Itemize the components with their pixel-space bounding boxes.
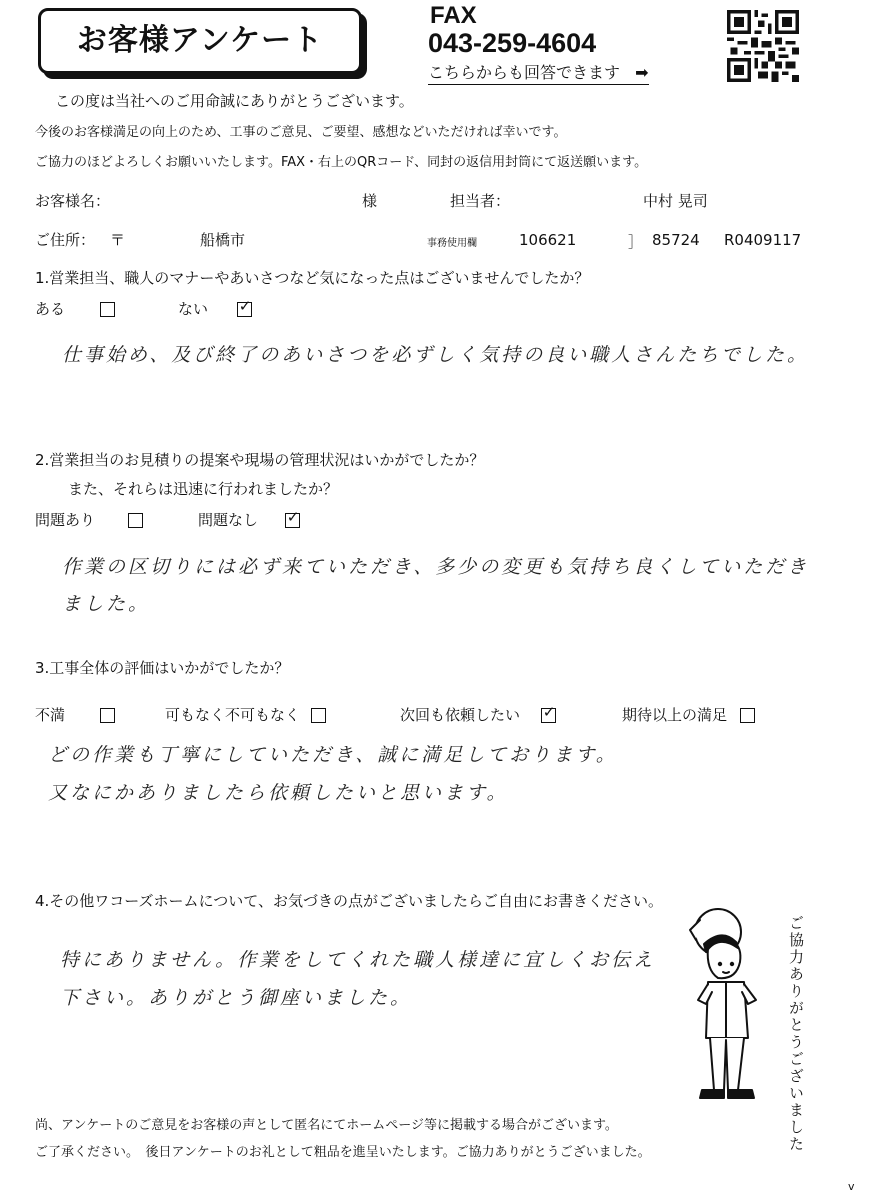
q1-option-2-label: ない [178,300,209,318]
q3-option-2-label: 可もなく不可もなく [165,706,301,724]
address-label: ご住所： [35,231,96,249]
q3-answer-line-1: どの作業も丁寧にしていただき、誠に満足しております。 [48,744,618,766]
q2-option-1[interactable] [35,509,143,530]
q3-answer-line-2: 又なにかありましたら依頼したいと思います。 [48,782,509,804]
bowing-boy-illustration [678,900,778,1110]
postal-mark: 〒 [110,231,126,249]
footer-line-2: ご了承ください。 後日アンケートのお礼として粗品を進呈いたします。ご協力ありがとうございました。 [35,1145,651,1160]
q1-question: 1.営業担当、職人のマナーやあいさつなど気になった点はございませんでしたか？ [35,269,590,287]
office-use-label: 事務使用欄 [427,238,477,249]
q2-answer-line-2: ました。 [62,593,151,615]
q3-option-1[interactable] [35,704,115,725]
q1-option-1-label: ある [35,300,66,318]
q3-option-3[interactable] [400,704,556,725]
q3-option-1-label: 不満 [35,706,66,724]
address-city: 船橋市 [200,231,246,249]
q1-answer: 仕事始め、及び終了のあいさつを必ずしく気持の良い職人さんたちでした。 [62,344,810,366]
q2-question: 2.営業担当のお見積りの提案や現場の管理状況はいかがでしたか？ [35,451,485,469]
q3-option-4-checkbox[interactable] [740,708,755,723]
q3-option-2-checkbox[interactable] [311,708,326,723]
q2-option-2-checkbox[interactable] [285,513,300,528]
q3-option-2[interactable] [165,704,326,725]
fax-number: 043-259-4604 [428,28,597,58]
q2-option-2[interactable] [198,509,300,530]
customer-name-label: お客様名： [35,192,111,210]
title-box [38,8,362,74]
arrow-right-icon: ➡ [635,63,649,82]
office-code-3: R0409117 [724,231,802,249]
qr-code-icon[interactable] [727,10,799,82]
corner-mark: v [848,1180,855,1193]
q3-question: 3.工事全体の評価はいかがでしたか？ [35,659,290,677]
q2-option-1-checkbox[interactable] [128,513,143,528]
side-thanks: ご協力ありがとうございました [787,915,805,1153]
qr-note [428,60,649,85]
page-title: お客様アンケート [76,23,324,58]
q3-option-3-checkbox[interactable] [541,708,556,723]
q4-answer-line-1: 特にありません。作業をしてくれた職人様達に宜しくお伝え [60,949,656,971]
office-bracket: ］ [628,233,644,251]
qr-note-text: こちらからも回答できます [428,63,621,82]
staff-name: 中村 晃司 [643,192,708,210]
q2-option-1-label: 問題あり [35,511,96,529]
intro-line-2: 今後のお客様満足の向上のため、工事のご意見、ご要望、感想などいただければ幸いです。 [35,125,567,140]
q3-option-1-checkbox[interactable] [100,708,115,723]
q2-answer-line-1: 作業の区切りには必ず来ていただき、多少の変更も気持ち良くしていただき [62,556,810,578]
staff-label: 担当者： [450,192,511,210]
q3-option-3-label: 次回も依頼したい [400,706,521,724]
q1-option-1-checkbox[interactable] [100,302,115,317]
q4-answer-line-2: 下さい。ありがとう御座いました。 [60,987,413,1009]
honorific: 様 [362,192,378,210]
q3-option-4[interactable] [622,704,755,725]
q2-question-2: また、それらは迅速に行われましたか？ [68,480,339,498]
q2-option-2-label: 問題なし [198,511,259,529]
office-code-1: 106621 [519,231,577,249]
intro-line-1: この度は当社へのご用命誠にありがとうございます。 [55,92,414,110]
fax-label: FAX [430,2,477,29]
q4-question: 4.その他ワコーズホームについて、お気づきの点がございましたらご自由にお書きください。 [35,892,663,910]
q1-option-2[interactable] [178,298,252,319]
intro-line-3: ご協力のほどよろしくお願いいたします。FAX・右上のQRコード、同封の返信用封筒にて返送願います。 [35,155,648,170]
q1-option-2-checkbox[interactable] [237,302,252,317]
q1-option-1[interactable] [35,298,115,319]
footer-line-1: 尚、アンケートのご意見をお客様の声として匿名にてホームページ等に掲載する場合がございます。 [35,1118,618,1133]
q3-option-4-label: 期待以上の満足 [622,706,728,724]
office-code-2: 85724 [652,231,700,249]
